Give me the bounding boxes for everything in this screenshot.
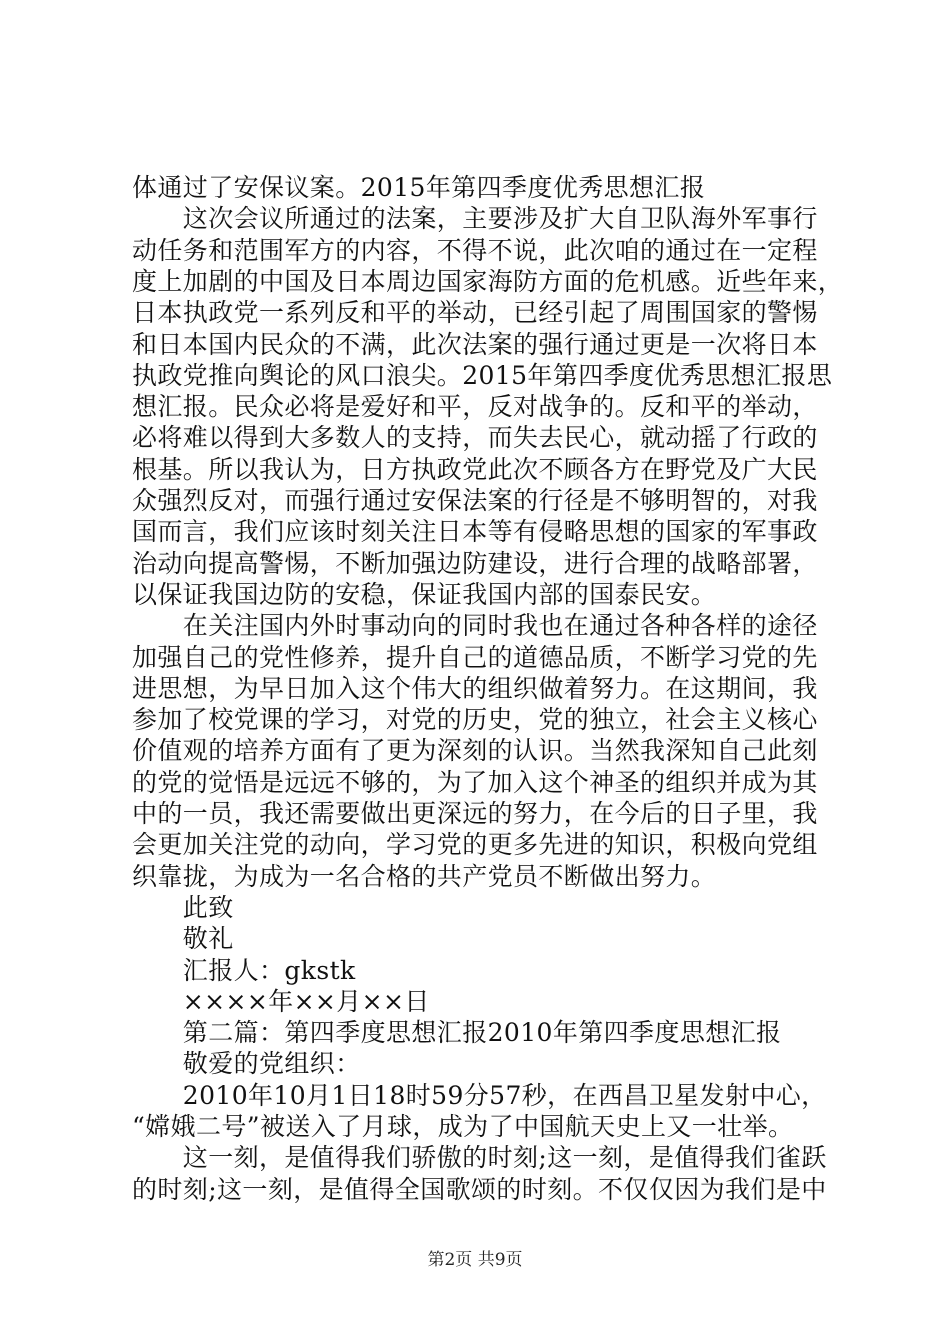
text-line: 体通过了安保议案。2015年第四季度优秀思想汇报	[132, 173, 706, 202]
text-line: 中的一员，我还需要做出更深远的努力，在今后的日子里，我	[132, 799, 818, 828]
section-heading: 第二篇：第四季度思想汇报2010年第四季度思想汇报	[132, 1018, 782, 1048]
text-line: 2010年10月1日18时59分57秒，在西昌卫星发射中心，	[132, 1080, 827, 1110]
text-line: 价值观的培养方面有了更为深刻的认识。当然我深知自己此刻	[132, 736, 818, 766]
closing-regards: 敬礼	[132, 924, 234, 954]
text-line: 的党的觉悟是远远不够的，为了加入这个神圣的组织并成为其	[132, 767, 818, 797]
text-line: 这次会议所通过的法案，主要涉及扩大自卫队海外军事行	[132, 204, 818, 234]
reporter-line: 汇报人：gkstk	[132, 955, 356, 985]
text-line: 动任务和范围军方的内容，不得不说，此次咱的通过在一定程	[132, 235, 818, 265]
text-line: “嫦娥二号”被送入了月球，成为了中国航天史上又一壮举。	[132, 1112, 794, 1141]
text-line: 国而言，我们应该时刻关注日本等有侵略思想的国家的军事政	[132, 517, 818, 547]
greeting-line: 敬爱的党组织：	[132, 1049, 361, 1079]
date-line: ××××年××月××日	[132, 986, 430, 1016]
text-line: 参加了校党课的学习，对党的历史，党的独立，社会主义核心	[132, 705, 818, 735]
text-line: 加强自己的党性修养，提升自己的道德品质，不断学习党的先	[132, 642, 818, 672]
text-line: 在关注国内外时事动向的同时我也在通过各种各样的途径	[132, 611, 818, 641]
text-line: 进思想，为早日加入这个伟大的组织做着努力。在这期间，我	[132, 673, 818, 703]
text-line: 以保证我国边防的安稳，保证我国内部的国泰民安。	[132, 579, 717, 609]
text-line: 治动向提高警惕，不断加强边防建设，进行合理的战略部署，	[132, 548, 818, 578]
text-line: 织靠拢，为成为一名合格的共产党员不断做出努力。	[132, 861, 717, 891]
text-line: 想汇报。民众必将是爱好和平，反对战争的。反和平的举动，	[132, 392, 818, 422]
text-line: 和日本国内民众的不满，此次法案的强行通过更是一次将日本	[132, 329, 818, 359]
page-number: 第2页 共9页	[427, 1250, 523, 1270]
text-line: 日本执政党一系列反和平的举动，已经引起了周围国家的警惕	[132, 298, 818, 328]
closing-salutation: 此致	[132, 892, 234, 922]
text-line: 的时刻;这一刻，是值得全国歌颂的时刻。不仅仅因为我们是中	[132, 1174, 827, 1204]
text-line: 根基。所以我认为，日方执政党此次不顾各方在野党及广大民	[132, 454, 818, 484]
text-line: 会更加关注党的动向，学习党的更多先进的知识，积极向党组	[132, 830, 818, 860]
text-line: 度上加剧的中国及日本周边国家海防方面的危机感。近些年来，	[132, 266, 844, 296]
text-line: 众强烈反对，而强行通过安保法案的行径是不够明智的，对我	[132, 486, 818, 515]
text-line: 必将难以得到大多数人的支持，而失去民心，就动摇了行政的	[132, 423, 818, 453]
text-line: 执政党推向舆论的风口浪尖。2015年第四季度优秀思想汇报思	[132, 360, 833, 390]
text-line: 这一刻，是值得我们骄傲的时刻;这一刻，是值得我们雀跃	[132, 1143, 827, 1173]
